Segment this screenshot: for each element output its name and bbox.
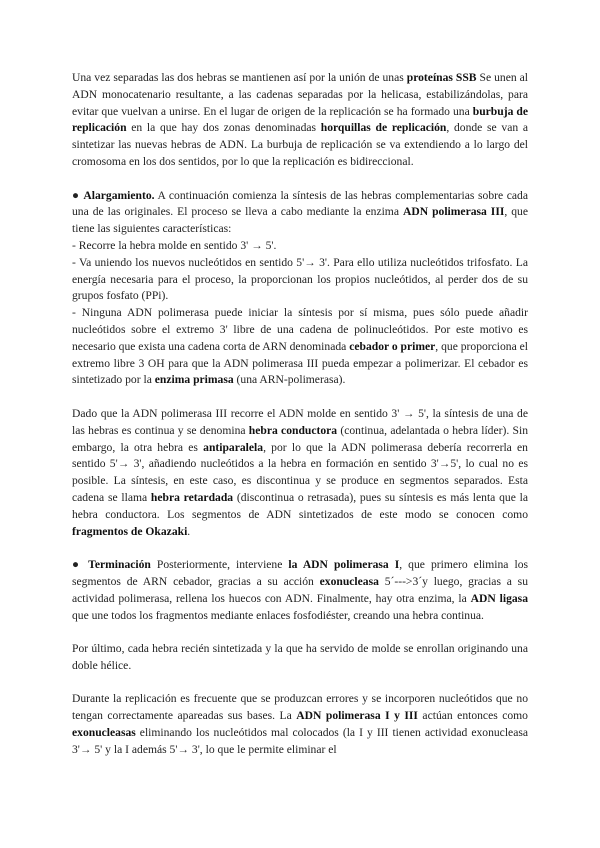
- document-page: [72, 70, 528, 775]
- text-run: , por lo que la ADN polimerasa debería recorrerla en sentido 5'→ 3', añadiendo nucleótidos a la hebra en formación en sentido 3'→5', lo cual no es posible. La síntesis, en este caso, es discontinua y se produce en segmentos separados. Esta cadena se llama: [72, 440, 528, 504]
- text-run: , donde se van a sintetizar las nuevas hebras de ADN. La burbuja de replicación se va extendiendo a lo largo del cromosoma en los dos sentidos, por lo que la replicación es bidireccional.: [72, 121, 529, 168]
- bold-term: Terminación: [88, 558, 151, 572]
- paragraph-ssb: [72, 70, 528, 171]
- paragraph-errores: [72, 691, 528, 758]
- text-run: - Ninguna ADN polimerasa puede iniciar la síntesis por sí misma, pues sólo puede añadir nucleótidos sobre el extremo 3' libre de una cadena de polinucleótidos. Por este motivo es necesario que exista una cadena corta de ARN denominada: [72, 306, 528, 353]
- text-run: .: [187, 524, 191, 538]
- paragraph-line: [72, 255, 528, 305]
- bold-term: fragmentos de Okazaki: [72, 524, 188, 538]
- bold-term: horquillas de replicación: [320, 121, 447, 135]
- paragraph-line: [72, 305, 528, 389]
- bold-term: cebador o primer: [349, 339, 436, 353]
- bold-term: ADN polimerasa I y III: [296, 709, 418, 723]
- paragraph-line: [72, 188, 528, 238]
- text-run: (continua, adelantada o hebra líder). Sin embargo, la otra hebra es: [72, 423, 528, 454]
- text-run: , que proporciona el extremo libre 3 OH para que la ADN polimerasa III pueda empezar a polimerizar. El cebador es sintetizado por la: [72, 339, 529, 387]
- bold-term: ADN ligasa: [470, 591, 528, 605]
- text-run: - Va uniendo los nuevos nucleótidos en sentido 5'→ 3'. Para ello utiliza nucleótidos trifosfato. La energía necesaria para el proceso, la proporcionan los propios nucleótidos, al perder dos de su grupos fosfato (PPi).: [72, 255, 528, 303]
- text-run: eliminando los nucleótidos mal colocados (la I y III tienen actividad exonucleasa 3'→ 5' y la I además 5'→ 3', lo que le permite eliminar el: [72, 726, 528, 756]
- paragraph-line: [72, 238, 528, 255]
- text-run: que une todos los fragmentos mediante enlaces fosfodiéster, creando una hebra continua.: [72, 608, 484, 622]
- text-run: , que tiene las siguientes características:: [72, 205, 528, 236]
- bold-term: burbuja de replicación: [72, 104, 528, 135]
- bold-term: hebra retardada: [150, 490, 234, 504]
- text-run: - Recorre la hebra molde en sentido 3' → 5'.: [72, 238, 277, 252]
- text-run: (una ARN-polimerasa).: [233, 373, 346, 387]
- text-run: ●: [72, 558, 89, 572]
- text-run: A continuación comienza la síntesis de las hebras complementarias sobre cada una de las originales. El proceso se lleva a cabo mediante la enzima: [72, 188, 528, 219]
- bold-term: Alargamiento.: [83, 188, 155, 202]
- bold-term: antiparalela: [203, 440, 264, 454]
- text-run: (discontinua o retrasada), pues su síntesis es más lenta que la hebra conductora. Los segmentos de ADN sintetizados de este modo se conocen como: [72, 490, 528, 521]
- paragraph-alargamiento: [72, 188, 528, 390]
- bold-term: proteínas SSB: [406, 71, 477, 84]
- bold-term: hebra conductora: [248, 423, 338, 437]
- bold-term: exonucleasas: [72, 726, 136, 740]
- text-run: ●: [72, 188, 84, 202]
- text-run: Por último, cada hebra recién sintetizada y la que ha servido de molde se enrollan originando una doble hélice.: [72, 642, 528, 672]
- bold-term: exonucleasa: [319, 574, 379, 588]
- text-run: Dado que la ADN polimerasa III recorre el ADN molde en sentido 3' → 5', la síntesis de una de las hebras es continua y se denomina: [72, 406, 528, 437]
- text-run: Se unen al ADN monocatenario resultante, a las cadenas separadas por la helicasa, estabilizándolas, para evitar que vuelvan a unirse. En el lugar de origen de la replicación se ha formado una: [72, 71, 528, 118]
- bold-term: ADN polimerasa III: [402, 205, 505, 219]
- bold-term: enzima primasa: [154, 373, 234, 387]
- text-run: , que primero elimina los segmentos de ARN cebador, gracias a su acción: [72, 558, 529, 588]
- bold-term: la ADN polimerasa I: [288, 558, 400, 572]
- text-run: Durante la replicación es frecuente que se produzcan errores y se incorporen nucleótidos que no tengan correctamente apareadas sus bases. La: [72, 692, 528, 723]
- paragraph-terminacion: [72, 557, 528, 624]
- paragraph-hebra-conductora: [72, 406, 528, 540]
- paragraph-doble-helice: [72, 641, 528, 675]
- text-run: en la que hay dos zonas denominadas: [126, 121, 321, 135]
- text-run: Posteriormente, interviene: [150, 558, 289, 572]
- text-run: Una vez separadas las dos hebras se mantienen así por la unión de unas: [72, 71, 407, 84]
- text-run: actúan entonces como: [417, 709, 528, 723]
- text-run: 5´--->3´y luego, gracias a su actividad polimerasa, rellena los huecos con ADN. Finalmente, hay otra enzima, la: [72, 574, 528, 605]
